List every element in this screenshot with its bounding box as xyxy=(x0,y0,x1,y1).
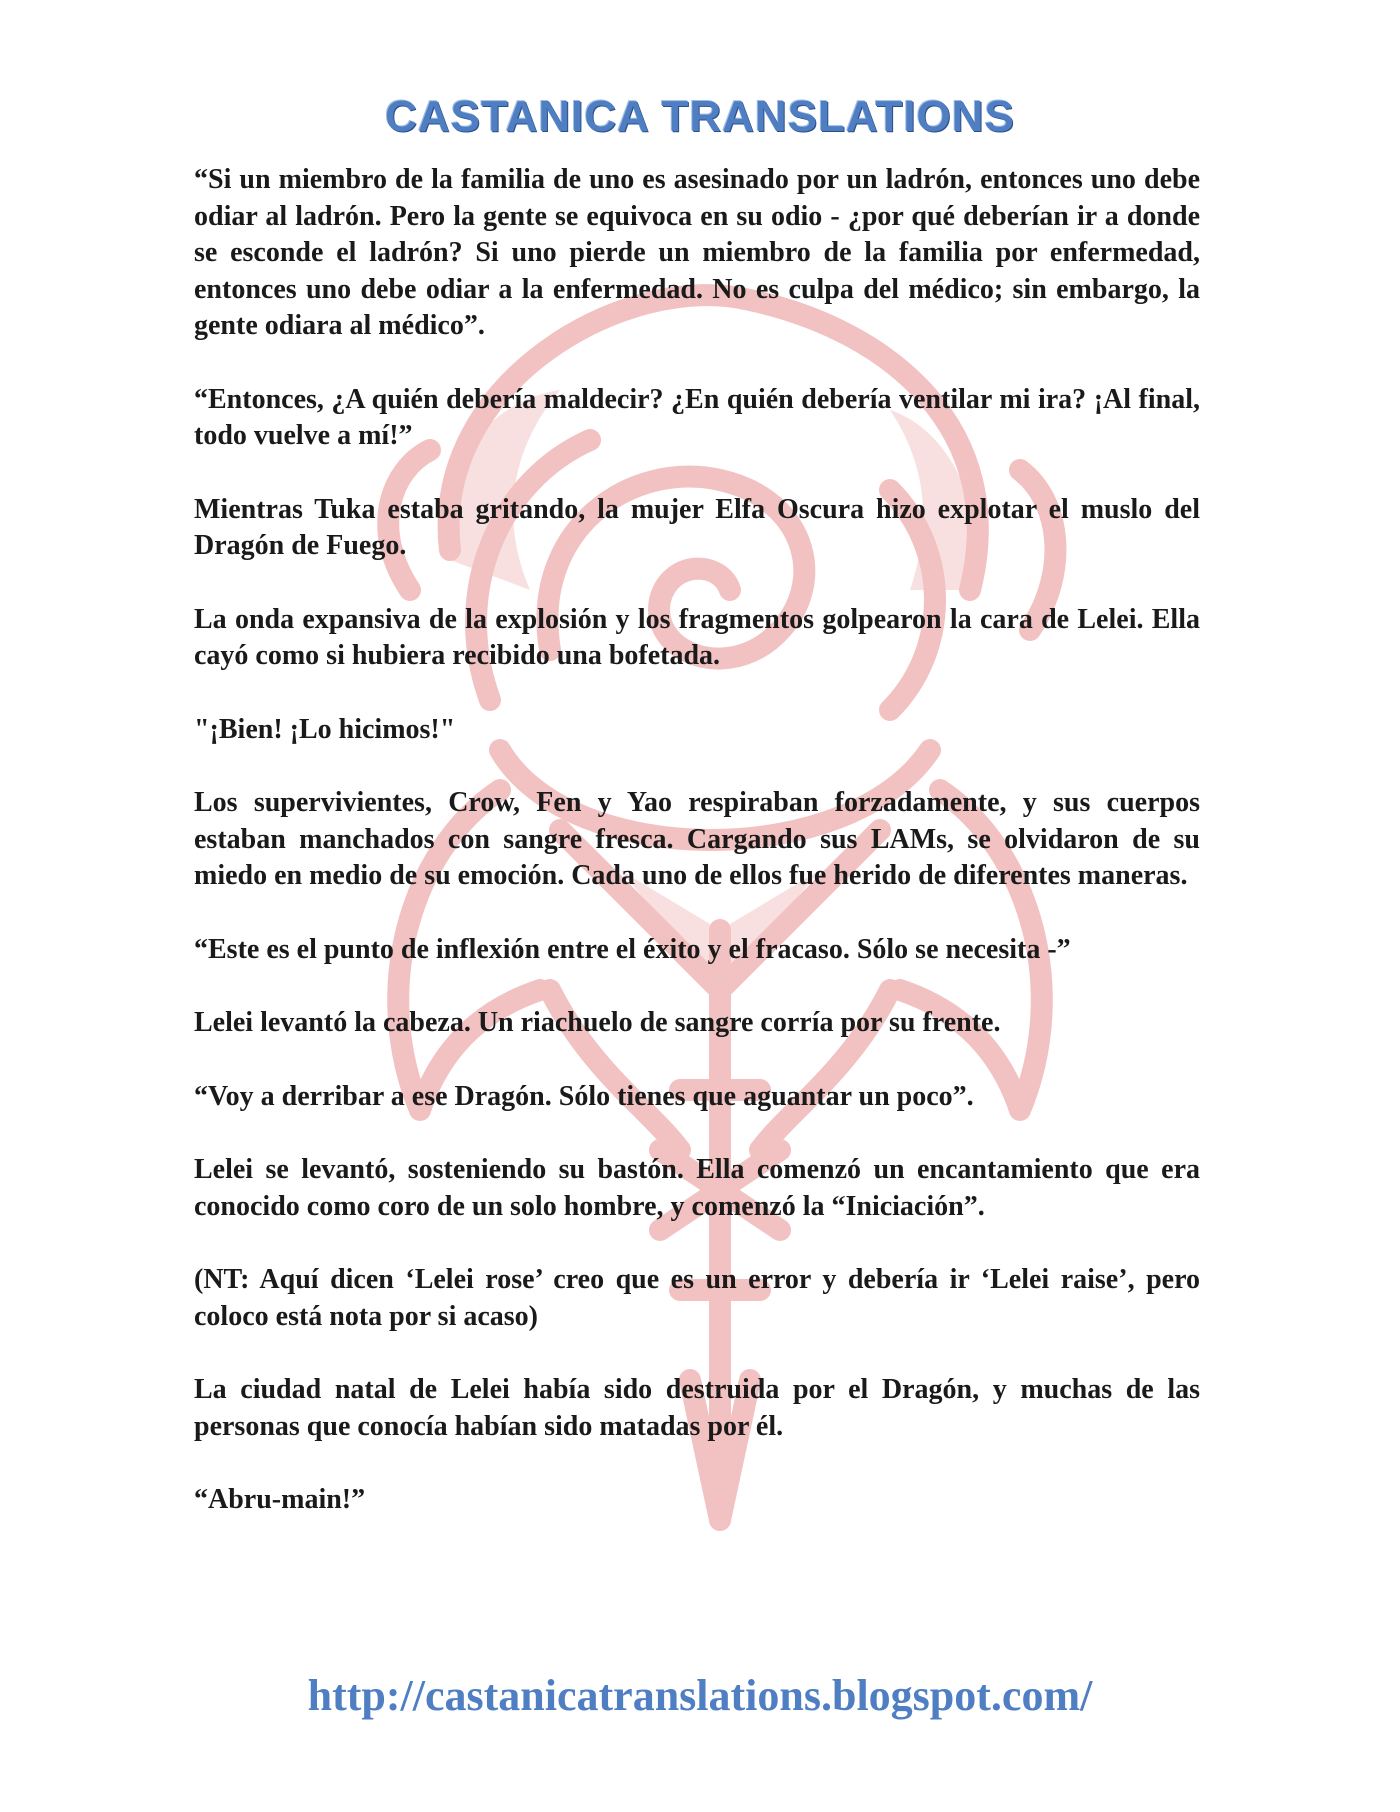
paragraph: (NT: Aquí dicen ‘Lelei rose’ creo que es un error y debería ir ‘Lelei raise’, pero coloco está nota por si acaso) xyxy=(194,1264,1200,1332)
paragraph: “Abru-main!” xyxy=(194,1484,366,1515)
paragraph: Mientras Tuka estaba gritando, la mujer Elfa Oscura hizo explotar el muslo del Dragón de Fuego. xyxy=(194,493,1200,561)
paragraph: La onda expansiva de la explosión y los fragmentos golpearon la cara de Lelei. Ella cayó como si hubiera recibido una bofetada. xyxy=(194,603,1200,671)
paragraph: Lelei se levantó, sosteniendo su bastón. Ella comenzó un encantamiento que era conocido como coro de un solo hombre, y comenzó la “Iniciación”. xyxy=(194,1154,1200,1222)
paragraph: “Si un miembro de la familia de uno es asesinado por un ladrón, entonces uno debe odiar al ladrón. Pero la gente se equivoca en su odio - ¿por qué deberían ir a donde se esconde el ladrón? Si uno pierde un miembro de la familia por enfermedad, entonces uno debe odiar a la enfermedad. No es culpa del médico; sin embargo, la gente odiara al médico”. xyxy=(194,164,1200,341)
paragraph: Lelei levantó la cabeza. Un riachuelo de sangre corría por su frente. xyxy=(194,1007,1001,1038)
document-body xyxy=(194,162,1200,1556)
paragraph: “Voy a derribar a ese Dragón. Sólo tienes que aguantar un poco”. xyxy=(194,1080,974,1112)
site-title: CASTANICA TRANSLATIONS xyxy=(385,92,1015,141)
paragraph: “Este es el punto de inflexión entre el éxito y el fracaso. Sólo se necesita -” xyxy=(194,933,1071,965)
paragraph: Los supervivientes, Crow, Fen y Yao respiraban forzadamente, y sus cuerpos estaban manchados con sangre fresca. Cargando sus LAMs, se olvidaron de su miedo en medio de su emoción. Cada uno de ellos fue herido de diferentes maneras. xyxy=(194,787,1200,891)
paragraph: La ciudad natal de Lelei había sido destruida por el Dragón, y muchas de las personas que conocía habían sido matadas por él. xyxy=(194,1374,1200,1442)
paragraph: "¡Bien! ¡Lo hicimos!" xyxy=(194,713,456,745)
footer-url-link[interactable]: http://castanicatranslations.blogspot.com/ xyxy=(307,1671,1093,1720)
paragraph: “Entonces, ¿A quién debería maldecir? ¿En quién debería ventilar mi ira? ¡Al final, todo vuelve a mí!” xyxy=(194,383,1200,451)
